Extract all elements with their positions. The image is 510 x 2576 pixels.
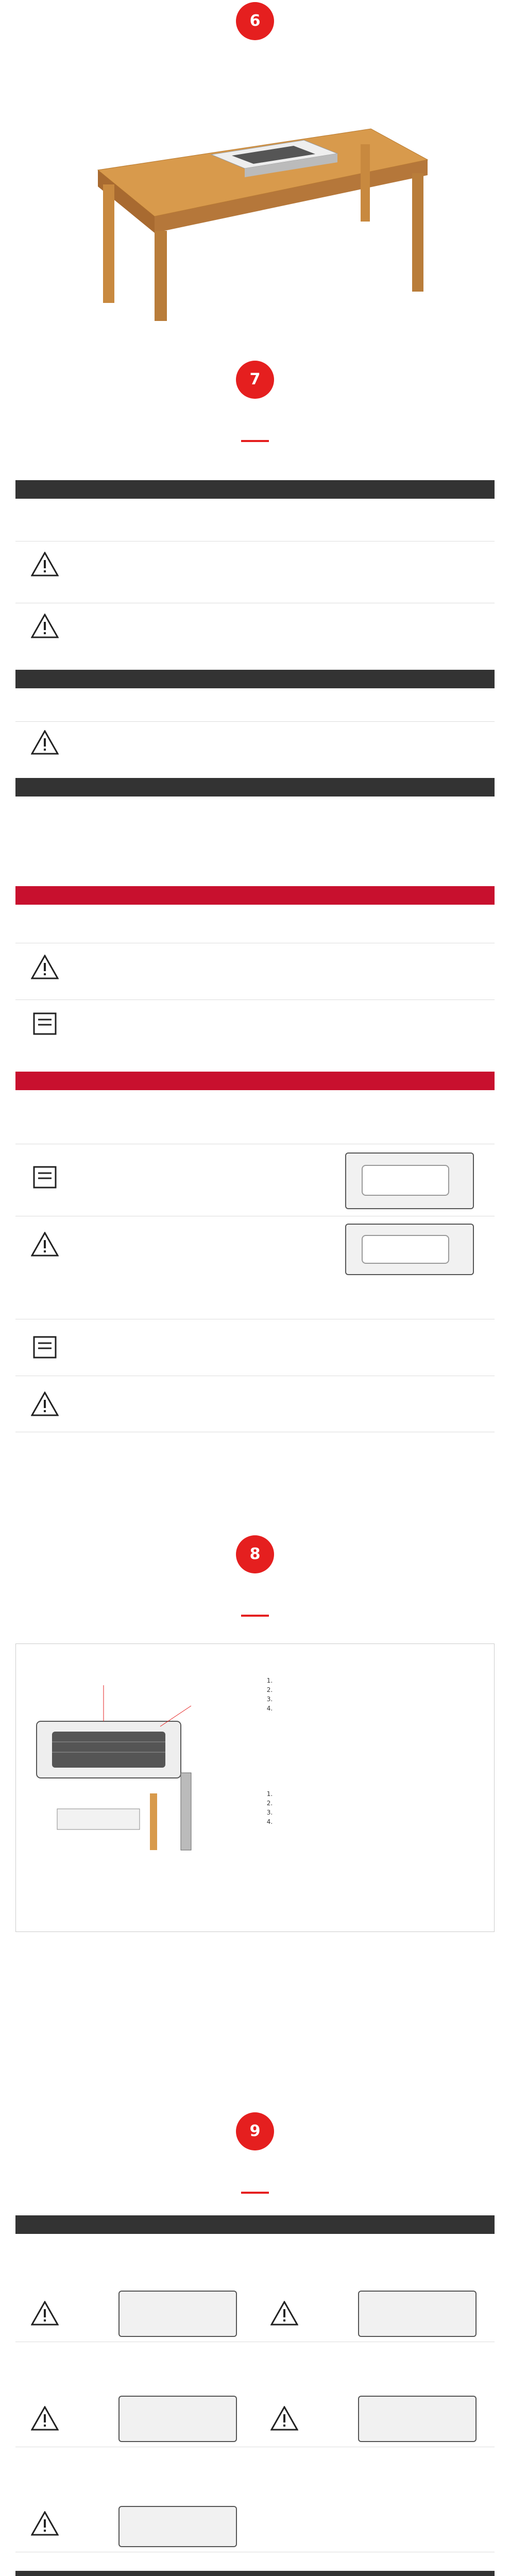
bar-note	[15, 2571, 495, 2576]
ignite-row	[15, 943, 495, 999]
grill-illustration	[358, 2396, 477, 2442]
section-9	[0, 2097, 510, 2576]
warning-icon	[31, 955, 59, 979]
grill-illustration	[118, 2291, 237, 2337]
bar-check	[15, 670, 495, 688]
section-number-badge: 8	[236, 1535, 274, 1573]
warning-icon	[31, 730, 59, 755]
step-item	[275, 1685, 485, 1694]
title-underline	[241, 440, 269, 442]
section-number-badge: 6	[236, 2, 274, 40]
bar-caution	[15, 480, 495, 499]
warning-icon	[270, 2406, 298, 2431]
warning-icon	[31, 2301, 59, 2326]
warning-icon	[31, 614, 59, 638]
warning-cell	[255, 2344, 495, 2447]
section-7	[0, 340, 510, 1520]
bar-warning	[15, 2215, 495, 2234]
bar-replace	[15, 1072, 495, 1090]
note-icon	[31, 1335, 59, 1360]
warning-cell	[255, 2239, 495, 2342]
note-icon	[31, 1165, 59, 1190]
warning-icon	[270, 2301, 298, 2326]
ignite-row	[15, 999, 495, 1051]
section-number-badge: 9	[236, 2112, 274, 2150]
replace-row	[15, 1216, 495, 1283]
table-install-illustration	[82, 98, 433, 325]
clean-step	[275, 1808, 485, 1817]
filter-diagram	[26, 1675, 243, 1871]
bar-ignite	[15, 886, 495, 905]
check-row	[15, 721, 495, 768]
filter-box	[15, 1643, 495, 1932]
steps-list	[263, 1676, 485, 1713]
clean-step	[275, 1789, 485, 1799]
section-6	[0, 0, 510, 340]
bar-preheat	[15, 778, 495, 796]
note-icon	[31, 1011, 59, 1036]
section-title	[0, 1583, 510, 1612]
warning-icon	[31, 552, 59, 577]
grill-illustration	[358, 2291, 477, 2337]
clean-step	[275, 1799, 485, 1808]
clean-step	[275, 1817, 485, 1826]
section-title	[0, 2160, 510, 2189]
step-item	[275, 1694, 485, 1704]
clean-row	[15, 1319, 495, 1376]
caution-row	[15, 603, 495, 659]
grill-illustration	[118, 2396, 237, 2442]
title-underline	[241, 1615, 269, 1617]
warning-cell	[15, 2449, 495, 2552]
warning-icon	[31, 2511, 59, 2536]
warning-cell	[15, 2239, 255, 2342]
clean-row	[15, 1376, 495, 1432]
caution-row	[15, 541, 495, 603]
warning-cell	[15, 2344, 255, 2447]
section-number-badge: 7	[236, 361, 274, 399]
section-title	[0, 49, 510, 78]
warning-icon	[31, 1392, 59, 1416]
step-item	[275, 1676, 485, 1685]
grill-illustration	[118, 2506, 237, 2547]
warning-icon	[31, 2406, 59, 2431]
step-item	[275, 1704, 485, 1713]
clean-list	[263, 1789, 485, 1826]
section-title	[0, 408, 510, 437]
replace-row	[15, 1144, 495, 1216]
title-underline	[241, 2192, 269, 2194]
section-8	[0, 1520, 510, 2097]
grill-illustration	[345, 1153, 474, 1209]
grill-illustration	[345, 1224, 474, 1275]
warning-icon	[31, 1232, 59, 1257]
